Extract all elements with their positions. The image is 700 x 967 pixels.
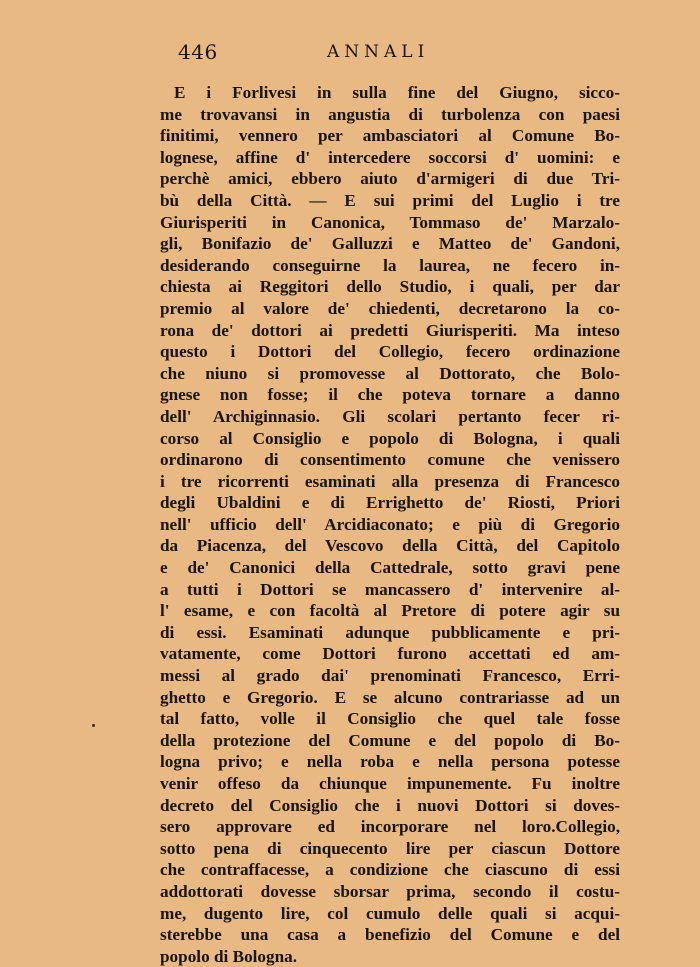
text-line: venir offeso da chiunque impunemente. Fu inoltre (160, 774, 620, 793)
text-line: E i Forlivesi in sulla fine del Giugno, sicco- (174, 83, 620, 102)
text-line: gli, Bonifazio de' Galluzzi e Matteo de' Gandoni, (160, 234, 620, 254)
text-line: finitimi, vennero per ambasciatori al Comune Bo- (160, 126, 620, 146)
text-line: Giurisperiti in Canonica, Tommaso de' Marzalo- (160, 212, 620, 232)
text-line: i tre ricorrenti esaminati alla presenza di Francesco (160, 471, 620, 491)
text-line: sterebbe una casa a benefizio del Comune e del (160, 925, 620, 945)
text-line: sotto pena di cinquecento lire per ciascun Dottore (160, 838, 620, 858)
text-line: popolo di Bologna. (160, 946, 298, 966)
text-line: questo i Dottori del Collegio, fecero ordinazione (160, 342, 620, 362)
page-number: 446 (178, 40, 218, 64)
text-line: gnese non fosse; il che poteva tornare a danno (160, 385, 620, 405)
text-line: logna privo; e nella roba e nella persona potesse (160, 752, 620, 772)
text-line: lognese, affine d' intercedere soccorsi d' uomini: e (160, 147, 620, 167)
text-line: tal fatto, volle il Consiglio che quel tale fosse (160, 709, 620, 729)
text-line: premio al valore de' chiedenti, decretarono la co- (160, 298, 620, 318)
text-line: corso al Consiglio e popolo di Bologna, i quali (160, 428, 620, 448)
text-line: sero approvare ed incorporare nel loro.Collegio, (160, 817, 620, 837)
text-line: vatamente, come Dottori furono accettati ed am- (160, 644, 620, 664)
text-line: desiderando conseguirne la laurea, ne fecero in- (160, 255, 620, 275)
text-line: nell' ufficio dell' Arcidiaconato; e più di Gregorio (160, 514, 620, 534)
text-line: che niuno si promovesse al Dottorato, che Bolo- (160, 363, 620, 383)
text-line: ghetto e Gregorio. E se alcuno contrariasse ad un (160, 687, 620, 707)
body-paragraph (160, 82, 620, 967)
text-line: messi al grado dai' prenominati Francesco, Erri- (160, 666, 620, 686)
page-header (0, 40, 700, 68)
text-line: perchè amici, ebbero aiuto d'armigeri di due Tri- (160, 169, 620, 189)
text-line: dell' Archiginnasio. Gli scolari pertanto fecer ri- (160, 406, 620, 426)
text-line: degli Ubaldini e di Errighetto de' Riosti, Priori (160, 493, 620, 513)
text-line: rona de' dottori ai predetti Giurisperiti. Ma inteso (160, 320, 620, 340)
text-line: da Piacenza, del Vescovo della Città, del Capitolo (160, 536, 620, 556)
text-line: e de' Canonici della Cattedrale, sotto gravi pene (160, 558, 620, 578)
text-line: decreto del Consiglio che i nuovi Dottori si doves- (160, 795, 620, 815)
text-line: chiesta ai Reggitori dello Studio, i quali, per dar (160, 277, 620, 297)
text-line: che contraffacesse, a condizione che ciascuno di essi (160, 860, 620, 880)
text-line: me, dugento lire, col cumulo delle quali si acqui- (160, 903, 620, 923)
text-line: a tutti i Dottori se mancassero d' intervenire al- (160, 579, 620, 599)
text-line: ordinarono di consentimento comune che venissero (160, 450, 620, 470)
text-line: l' esame, e con facoltà al Pretore di potere agir su (160, 601, 620, 621)
margin-speck (92, 724, 95, 727)
text-line: me trovavansi in angustia di turbolenza con paesi (160, 104, 620, 124)
running-head: ANNALI (327, 42, 430, 62)
text-line: della protezione del Comune e del popolo di Bo- (160, 730, 620, 750)
text-line: bù della Città. — E sui primi del Luglio i tre (160, 190, 620, 210)
text-line: addottorati dovesse sborsar prima, secondo il costu- (160, 881, 620, 901)
text-line: di essi. Esaminati adunque pubblicamente e pri- (160, 622, 620, 642)
